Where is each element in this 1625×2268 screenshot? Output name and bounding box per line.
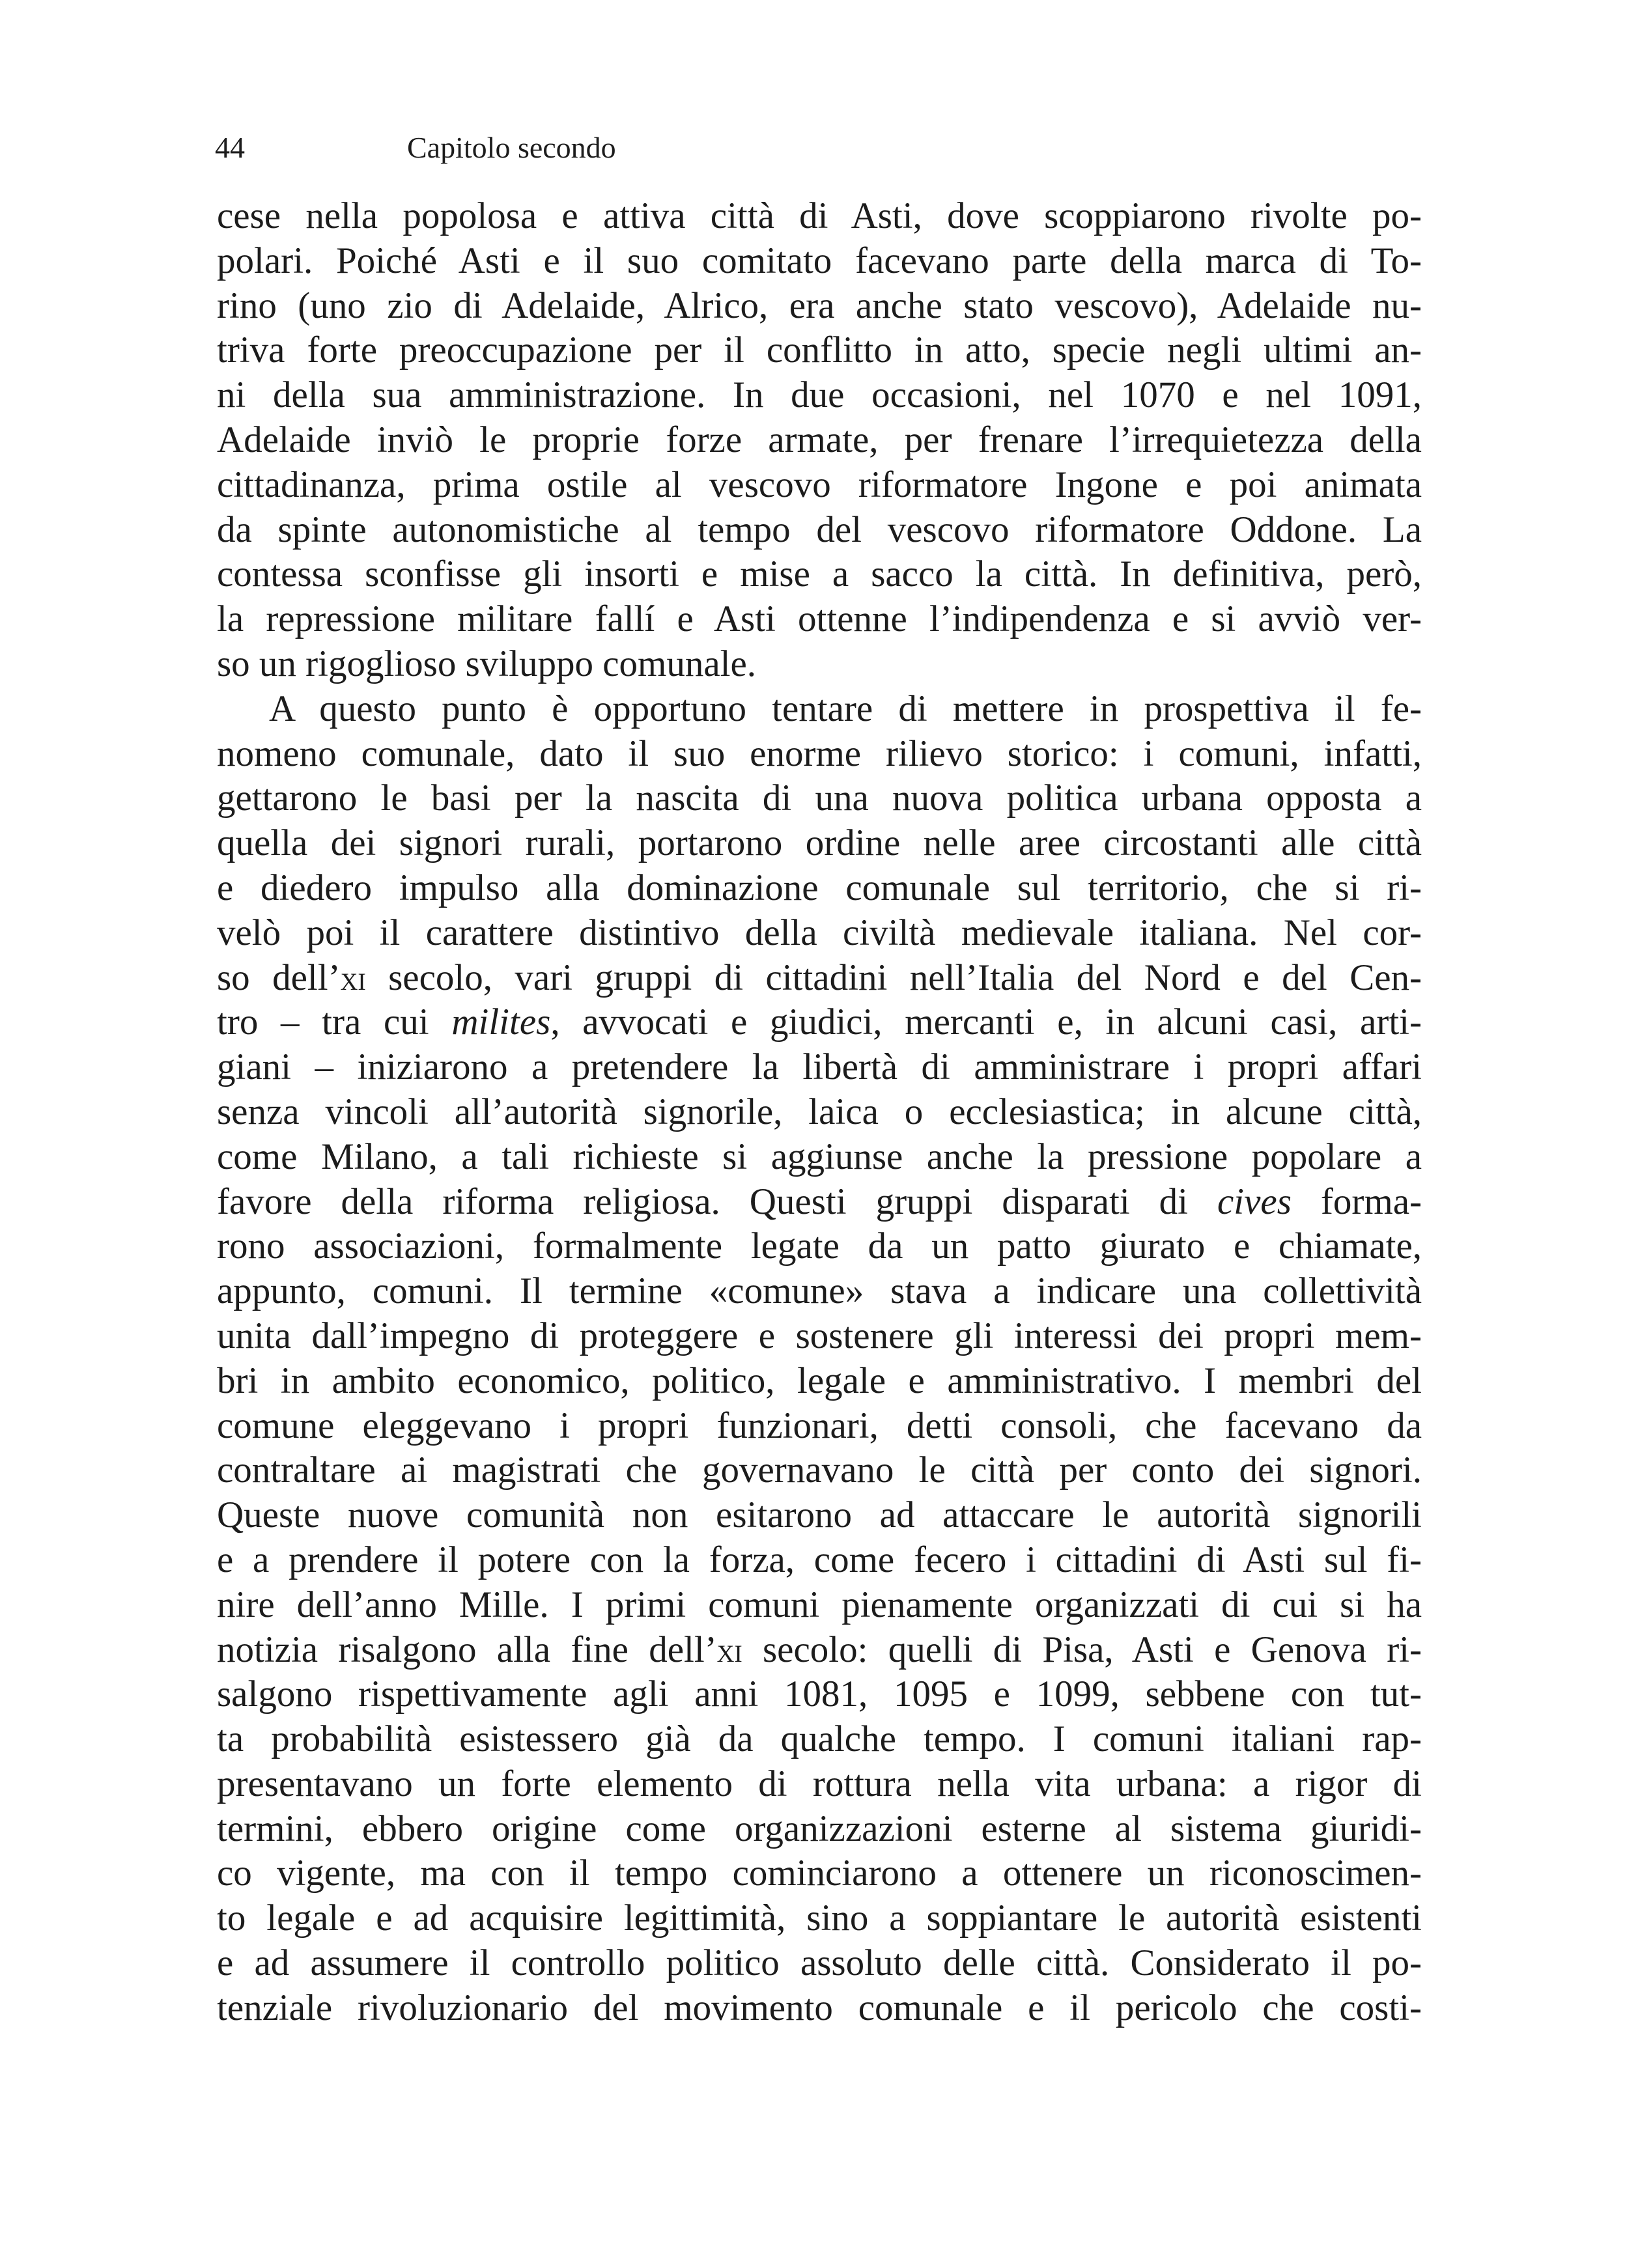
- text-line: e a prendere il potere con la forza, come fecero i cittadini di Asti sul fi-: [217, 1539, 1422, 1580]
- text-line: quella dei signori rurali, portarono ordine nelle aree circostanti alle città: [217, 822, 1422, 864]
- text-line: velò poi il carattere distintivo della civiltà medievale italiana. Nel cor-: [217, 912, 1422, 953]
- text-line: to legale e ad acquisire legittimità, sino a soppiantare le autorità esistenti: [217, 1897, 1422, 1939]
- text-line: Queste nuove comunità non esitarono ad attaccare le autorità signorili: [217, 1494, 1422, 1536]
- text-line: ni della sua amministrazione. In due occasioni, nel 1070 e nel 1091,: [217, 374, 1422, 416]
- text-line: favore della riforma religiosa. Questi gruppi disparati di cives forma-: [217, 1181, 1422, 1222]
- chapter-title: Capitolo secondo: [407, 131, 616, 164]
- text-line: comune eleggevano i propri funzionari, detti consoli, che facevano da: [217, 1405, 1422, 1446]
- text-line: cittadinanza, prima ostile al vescovo riformatore Ingone e poi animata: [217, 464, 1422, 505]
- roman-numeral: xi: [340, 959, 366, 998]
- text-line: contraltare ai magistrati che governavano le città per conto dei signori.: [217, 1449, 1422, 1491]
- text-line: la repressione militare fallí e Asti ottenne l’indipendenza e si avviò ver-: [217, 598, 1422, 640]
- text-line: co vigente, ma con il tempo cominciarono a ottenere un riconoscimen-: [217, 1853, 1422, 1894]
- text-line: da spinte autonomistiche al tempo del vescovo riformatore Oddone. La: [217, 509, 1422, 550]
- text-line: notizia risalgono alla fine dell’xi secolo: quelli di Pisa, Asti e Genova ri-: [217, 1629, 1422, 1670]
- text-line: salgono rispettivamente agli anni 1081, 1095 e 1099, sebbene con tut-: [217, 1673, 1422, 1715]
- text-line: Adelaide inviò le proprie forze armate, per frenare l’irrequietezza della: [217, 419, 1422, 460]
- text-line: e ad assumere il controllo politico assoluto delle città. Considerato il po-: [217, 1942, 1422, 1984]
- text-line: tro – tra cui milites, avvocati e giudici, mercanti e, in alcuni casi, arti-: [217, 1001, 1422, 1043]
- text-line: rino (uno zio di Adelaide, Alrico, era anche stato vescovo), Adelaide nu-: [217, 285, 1422, 326]
- text-line: termini, ebbero origine come organizzazioni esterne al sistema giuridi-: [217, 1808, 1422, 1849]
- text-line: rono associazioni, formalmente legate da un patto giurato e chiamate,: [217, 1225, 1422, 1267]
- text-line-paragraph-start: A questo punto è opportuno tentare di mettere in prospettiva il fe-: [269, 688, 1422, 729]
- text-line: gettarono le basi per la nascita di una nuova politica urbana opposta a: [217, 777, 1422, 819]
- text-line: e diedero impulso alla dominazione comunale sul territorio, che si ri-: [217, 867, 1422, 908]
- italic-term: milites: [451, 1001, 551, 1043]
- text-line: giani – iniziarono a pretendere la libertà di amministrare i propri affari: [217, 1046, 1422, 1088]
- text-line: polari. Poiché Asti e il suo comitato facevano parte della marca di To-: [217, 240, 1422, 281]
- text-line: cese nella popolosa e attiva città di Asti, dove scoppiarono rivolte po-: [217, 195, 1422, 236]
- text-line: nire dell’anno Mille. I primi comuni pienamente organizzati di cui si ha: [217, 1584, 1422, 1625]
- text-line: triva forte preoccupazione per il conflitto in atto, specie negli ultimi an-: [217, 329, 1422, 371]
- text-line: appunto, comuni. Il termine «comune» stava a indicare una collettività: [217, 1270, 1422, 1312]
- text-line: so dell’xi secolo, vari gruppi di cittadini nell’Italia del Nord e del Cen-: [217, 957, 1422, 998]
- text-line: presentavano un forte elemento di rottura nella vita urbana: a rigor di: [217, 1763, 1422, 1804]
- body-text: [217, 194, 1422, 2031]
- text-line: nomeno comunale, dato il suo enorme rilievo storico: i comuni, infatti,: [217, 733, 1422, 774]
- text-line: contessa sconfisse gli insorti e mise a sacco la città. In definitiva, però,: [217, 553, 1422, 595]
- text-line: unita dall’impegno di proteggere e sostenere gli interessi dei propri mem-: [217, 1315, 1422, 1356]
- text-line-paragraph-end: so un rigoglioso sviluppo comunale.: [217, 643, 757, 684]
- text-line: come Milano, a tali richieste si aggiunse anche la pressione popolare a: [217, 1136, 1422, 1177]
- text-line: bri in ambito economico, politico, legale e amministrativo. I membri del: [217, 1360, 1422, 1401]
- roman-numeral: xi: [716, 1631, 742, 1670]
- running-head: [215, 125, 616, 171]
- text-line: ta probabilità esistessero già da qualche tempo. I comuni italiani rap-: [217, 1718, 1422, 1760]
- page-number: 44: [215, 131, 245, 164]
- italic-term: cives: [1217, 1181, 1292, 1222]
- text-line: tenziale rivoluzionario del movimento comunale e il pericolo che costi-: [217, 1987, 1422, 2028]
- text-line: senza vincoli all’autorità signorile, laica o ecclesiastica; in alcune città,: [217, 1091, 1422, 1132]
